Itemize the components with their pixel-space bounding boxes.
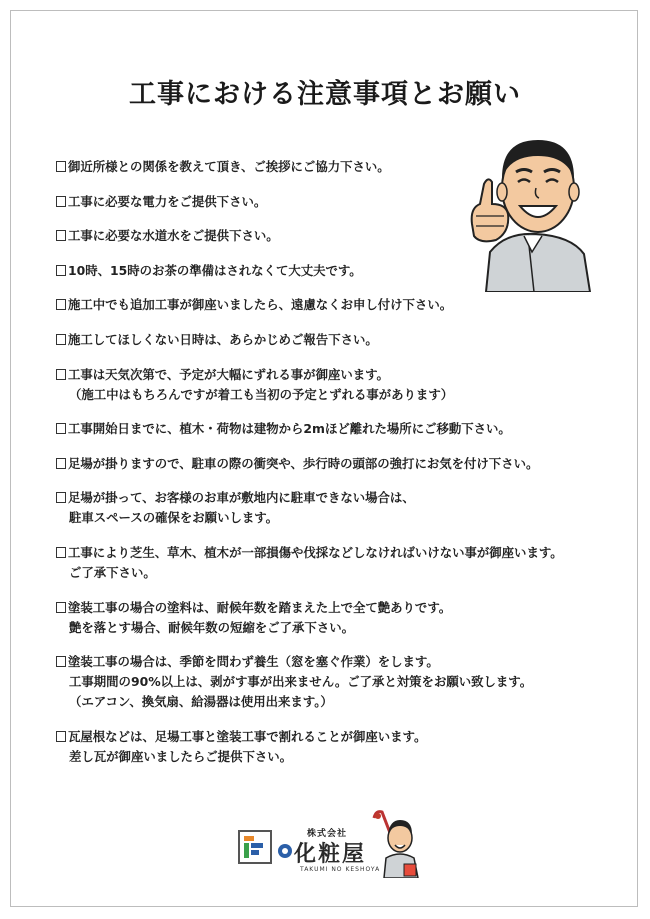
notice-item-subtext: [56, 747, 616, 767]
checkbox-icon: [56, 547, 66, 558]
notice-item-text: [56, 543, 616, 563]
notice-line: 差し瓦が御座いましたらご提供下さい。: [69, 748, 293, 764]
company-logo: [238, 808, 418, 880]
notice-item: [56, 727, 616, 767]
notice-line: 工事により芝生、草木、植木が一部損傷や伐採などしなければいけない事が御座います。: [68, 544, 563, 560]
checkbox-icon: [56, 299, 66, 310]
logo-romaji: TAKUMI NO KESHOYA: [300, 866, 381, 873]
checkbox-icon: [56, 230, 66, 241]
checkbox-icon: [56, 458, 66, 469]
notice-item-text: [56, 454, 616, 474]
notice-item-text: [56, 727, 616, 747]
notice-line: 10時、15時のお茶の準備はされなくて大丈夫です。: [68, 262, 362, 278]
notice-line: 塗装工事の場合の塗料は、耐候年数を踏まえた上で全て艶ありです。: [68, 599, 452, 615]
notice-item-text: [56, 226, 616, 246]
notice-line: 施工してほしくない日時は、あらかじめご報告下さい。: [68, 331, 378, 347]
notice-line: 工事開始日までに、植木・荷物は建物から2mほど離れた場所にご移動下さい。: [68, 421, 511, 437]
notice-item: [56, 295, 616, 315]
notice-item: [56, 192, 616, 212]
notice-item: [56, 365, 616, 405]
notice-list: [56, 157, 616, 767]
checkbox-icon: [56, 731, 66, 742]
notice-line: 足場が掛りますので、駐車の際の衝突や、歩行時の頭部の強打にお気を付け下さい。: [68, 455, 539, 471]
checkbox-icon: [56, 265, 66, 276]
notice-line: （エアコン、換気扇、給湯器は使用出来ます。）: [69, 694, 333, 710]
notice-item: [56, 488, 616, 528]
house-logo-icon: [238, 830, 272, 864]
notice-item-text: [56, 261, 616, 281]
page-title: 工事における注意事項とお願い: [129, 79, 521, 110]
notice-item: [56, 598, 616, 638]
notice-item-subtext: [56, 618, 616, 638]
notice-item-text: [56, 598, 616, 618]
notice-line: 工事に必要な水道水をご提供下さい。: [68, 228, 279, 244]
logo-company-name: 化粧屋: [294, 842, 367, 867]
checkbox-icon: [56, 196, 66, 207]
notice-line: 施工中でも追加工事が御座いましたら、遠慮なくお申し付け下さい。: [68, 297, 453, 313]
logo-no-mark-icon: [278, 844, 292, 858]
notice-item: [56, 157, 616, 177]
notice-line: 瓦屋根などは、足場工事と塗装工事で割れることが御座います。: [68, 728, 427, 744]
notice-item-subtext: [56, 672, 616, 692]
notice-item: [56, 543, 616, 583]
notice-line: 御近所様との関係を教えて頂き、ご挨拶にご協力下さい。: [68, 159, 390, 174]
notice-item-text: [56, 157, 616, 177]
notice-item-text: [56, 419, 616, 439]
notice-item-text: [56, 652, 616, 672]
notice-item-text: [56, 192, 616, 212]
checkbox-icon: [56, 602, 66, 613]
notice-item-text: [56, 295, 616, 315]
notice-item-subtext: [56, 508, 616, 528]
checkbox-icon: [56, 334, 66, 345]
notice-item: [56, 226, 616, 246]
notice-line: 工事期間の90%以上は、剥がす事が出来ません。ご了承と対策をお願い致します。: [69, 674, 533, 690]
checkbox-icon: [56, 492, 66, 503]
notice-line: ご了承下さい。: [69, 564, 156, 580]
notice-item-text: [56, 488, 616, 508]
checkbox-icon: [56, 656, 66, 667]
notice-line: 工事に必要な電力をご提供下さい。: [68, 193, 267, 209]
painter-character-icon: [370, 808, 420, 878]
checkbox-icon: [56, 369, 66, 380]
notice-item-subtext: [56, 385, 616, 405]
notice-item-text: [56, 365, 616, 385]
notice-item: [56, 652, 616, 712]
notice-item: [56, 419, 616, 439]
notice-line: （施工中はもちろんですが着工も当初の予定とずれる事があります）: [69, 386, 454, 402]
notice-line: 工事は天気次第で、予定が大幅にずれる事が御座います。: [68, 366, 389, 382]
notice-item: [56, 261, 616, 281]
notice-item-subtext: [56, 563, 616, 583]
notice-item-text: [56, 330, 616, 350]
notice-line: 塗装工事の場合は、季節を問わず養生（窓を塞ぐ作業）をします。: [68, 654, 439, 670]
notice-line: 駐車スペースの確保をお願いします。: [69, 510, 279, 526]
checkbox-icon: [56, 161, 66, 172]
logo-company-type: 株式会社: [307, 829, 348, 839]
notice-item: [56, 330, 616, 350]
notice-item: [56, 454, 616, 474]
notice-item-subtext: [56, 692, 616, 712]
notice-line: 艶を落とす場合、耐候年数の短縮をご了承下さい。: [69, 619, 354, 635]
checkbox-icon: [56, 423, 66, 434]
notice-line: 足場が掛って、お客様のお車が敷地内に駐車できない場合は、: [68, 490, 415, 506]
